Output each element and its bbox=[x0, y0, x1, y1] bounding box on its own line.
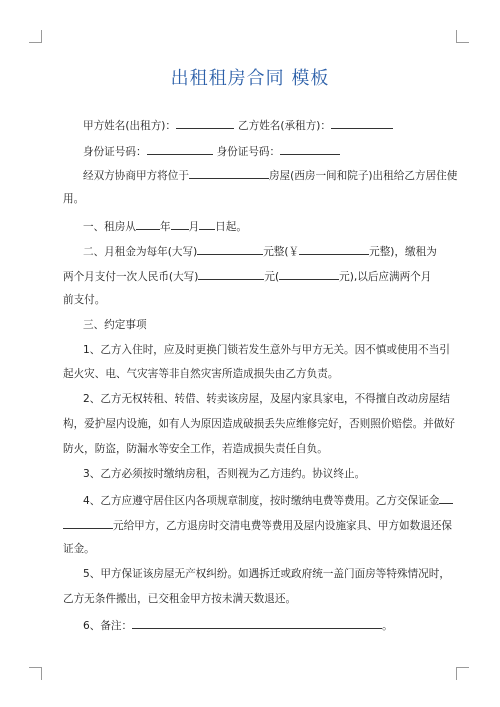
term-year-blank[interactable] bbox=[136, 218, 160, 230]
item4-line-2 bbox=[63, 517, 452, 533]
intro-line-2: 用。 bbox=[63, 193, 85, 205]
rent-line-2 bbox=[63, 268, 441, 284]
address-blank[interactable] bbox=[189, 167, 269, 179]
rent-text-6: 元),以后应满两个月 bbox=[339, 271, 432, 283]
rent-line-3: 前支付。 bbox=[63, 294, 106, 306]
crop-mark-top-right bbox=[456, 30, 469, 43]
rent-text-4: 两个月支付一次人民币(大写) bbox=[63, 271, 199, 283]
name-fields-row bbox=[63, 117, 441, 133]
rent-text-5: 元( bbox=[264, 271, 280, 283]
crop-mark-top-left bbox=[29, 30, 42, 43]
term-month-blank[interactable] bbox=[171, 218, 189, 230]
remarks-end: 。 bbox=[382, 620, 393, 632]
lessor-name-blank[interactable] bbox=[176, 117, 234, 129]
document-title: 出租租房合同 模板 bbox=[170, 68, 330, 89]
lessor-name-label: 甲方姓名(出租方)： bbox=[83, 120, 177, 132]
item4-line-3: 证金。 bbox=[63, 543, 95, 555]
terms-heading: 三、约定事项 bbox=[83, 319, 147, 331]
term-text: 一、租房从 bbox=[83, 221, 136, 233]
id-blank-b[interactable] bbox=[280, 143, 340, 155]
item5-line-2: 乙方无条件搬出，已交租金甲方按未满天数退还。 bbox=[63, 593, 297, 605]
rent-amount-words-blank[interactable] bbox=[197, 243, 263, 255]
intro-line-1 bbox=[63, 167, 458, 183]
deposit-blank-start[interactable] bbox=[439, 492, 453, 504]
item6-line bbox=[63, 617, 441, 633]
item2-line-1: 2、乙方无权转租、转借、转卖该房屋，及屋内家具家电，不得擅自改动房屋结 bbox=[83, 393, 450, 405]
item4-text-2: 元给甲方，乙方退房时交清电费等费用及屋内设施家具、甲方如数退还保 bbox=[113, 520, 452, 532]
item2-line-2: 构，爱护屋内设施，如有人为原因造成破损丢失应维修完好，否则照价赔偿。并做好 bbox=[63, 418, 455, 430]
term-month-label: 月 bbox=[188, 221, 200, 233]
item5-line-1: 5、甲方保证该房屋无产权纠纷。如遇拆迁或政府统一盖门面房等特殊情况时， bbox=[83, 568, 450, 580]
remarks-label: 6、备注： bbox=[83, 620, 133, 632]
rent-amount-figures-blank[interactable] bbox=[299, 243, 369, 255]
item4-text-1: 4、乙方应遵守居住区内各项规章制度，按时缴纳电费等费用。乙方交保证金 bbox=[83, 495, 440, 507]
id-blank-a[interactable] bbox=[147, 143, 213, 155]
rent-text-1: 二、月租金为每年(大写) bbox=[83, 246, 198, 258]
item4-line-1 bbox=[63, 492, 441, 508]
rent-text-3: 元整)，缴租为 bbox=[369, 246, 437, 258]
item2-line-3: 防火，防盗，防漏水等安全工作，若造成损失责任自负。 bbox=[63, 443, 328, 455]
crop-mark-bottom-right bbox=[456, 667, 469, 680]
lessee-name-blank[interactable] bbox=[331, 117, 393, 129]
term-line bbox=[63, 218, 441, 234]
id-label-a: 身份证号码： bbox=[83, 146, 147, 158]
crop-mark-bottom-left bbox=[29, 667, 42, 680]
id-label-b: 身份证号码： bbox=[216, 146, 281, 158]
rent-text-2: 元整(￥ bbox=[263, 246, 300, 258]
term-day-label: 日起。 bbox=[215, 221, 247, 233]
id-fields-row bbox=[63, 143, 441, 159]
intro-text-1: 经双方协商甲方将位于 bbox=[83, 170, 189, 182]
term-day-blank[interactable] bbox=[199, 218, 215, 230]
intro-text-2: 房屋(西房一间和院子)出租给乙方居住使 bbox=[268, 170, 458, 182]
deposit-blank-end[interactable] bbox=[63, 517, 113, 529]
term-year-label: 年 bbox=[159, 221, 171, 233]
item1-line-1: 1、乙方入住时，应及时更换门锁若发生意外与甲方无关。因不慎或使用不当引 bbox=[83, 344, 450, 356]
lessee-name-label: 乙方姓名(承租方)： bbox=[238, 120, 332, 132]
bimonthly-figures-blank[interactable] bbox=[279, 268, 339, 280]
rent-line-1 bbox=[63, 243, 441, 259]
remarks-blank[interactable] bbox=[132, 617, 382, 629]
bimonthly-words-blank[interactable] bbox=[198, 268, 264, 280]
item1-line-2: 起火灾、电、气灾害等非自然灾害所造成损失由乙方负责。 bbox=[63, 368, 339, 380]
item3-line: 3、乙方必须按时缴纳房租，否则视为乙方违约。协议终止。 bbox=[83, 468, 366, 480]
